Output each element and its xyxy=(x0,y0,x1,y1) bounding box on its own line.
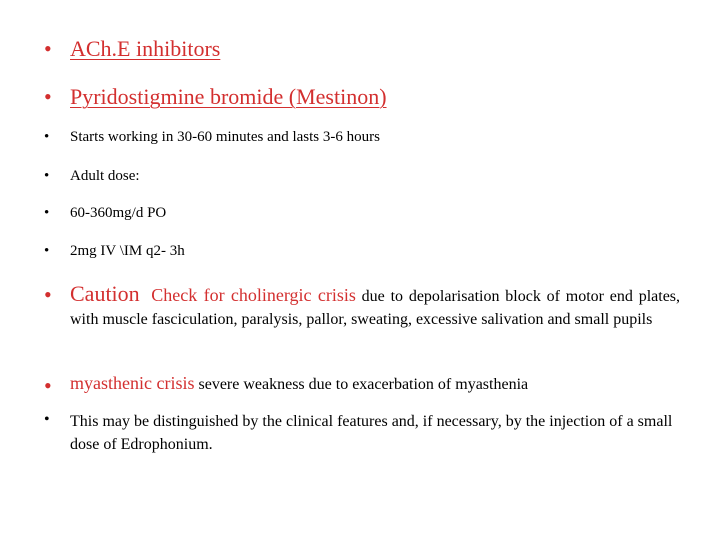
bullet-item-myasthenic-crisis xyxy=(44,373,680,399)
bullet-text: This may be distinguished by the clinical features and, if necessary, by the injection of a small dose of Edrophonium. xyxy=(70,413,673,453)
bullet-item-ache-inhibitors xyxy=(44,36,680,62)
bullet-marker: • xyxy=(44,205,50,221)
bullet-item-po-dose xyxy=(44,202,680,225)
bullet-item-caution xyxy=(44,282,680,331)
bullet-item-distinguish xyxy=(44,410,680,456)
bullet-item-onset xyxy=(44,126,680,149)
myasthenic-crisis-text: severe weakness due to exacerbation of myasthenia xyxy=(198,376,529,393)
bullet-marker: • xyxy=(44,411,50,428)
bullet-text: 2mg IV \IM q2- 3h xyxy=(70,243,185,259)
caution-text: due to depolarisation block of motor end plates, with muscle fasciculation, paralysis, pallor, sweating, excessive salivation and small pupils xyxy=(70,288,681,328)
bullet-marker: • xyxy=(44,168,50,184)
bullet-item-pyridostigmine xyxy=(44,84,680,110)
bullet-text: 60-360mg/d PO xyxy=(70,205,167,221)
bullet-text: Adult dose: xyxy=(70,168,140,184)
bullet-content xyxy=(70,282,680,331)
bullet-marker: • xyxy=(44,282,52,307)
caution-label: Caution xyxy=(70,281,140,306)
cholinergic-crisis-label: Check for cholinergic crisis xyxy=(151,285,356,305)
bullet-marker: • xyxy=(44,373,52,398)
bullet-text: Pyridostigmine bromide (Mestinon) xyxy=(70,84,387,109)
myasthenic-crisis-label: myasthenic crisis xyxy=(70,373,195,393)
bullet-marker: • xyxy=(44,84,52,109)
bullet-item-iv-dose xyxy=(44,240,680,263)
bullet-marker: • xyxy=(44,129,50,145)
bullet-content xyxy=(70,373,680,394)
bullet-item-adult-dose xyxy=(44,165,680,188)
bullet-text: Starts working in 30-60 minutes and lasts 3-6 hours xyxy=(70,129,380,145)
bullet-marker: • xyxy=(44,243,50,259)
bullet-marker: • xyxy=(44,36,52,61)
bullet-text: ACh.E inhibitors xyxy=(70,36,221,61)
